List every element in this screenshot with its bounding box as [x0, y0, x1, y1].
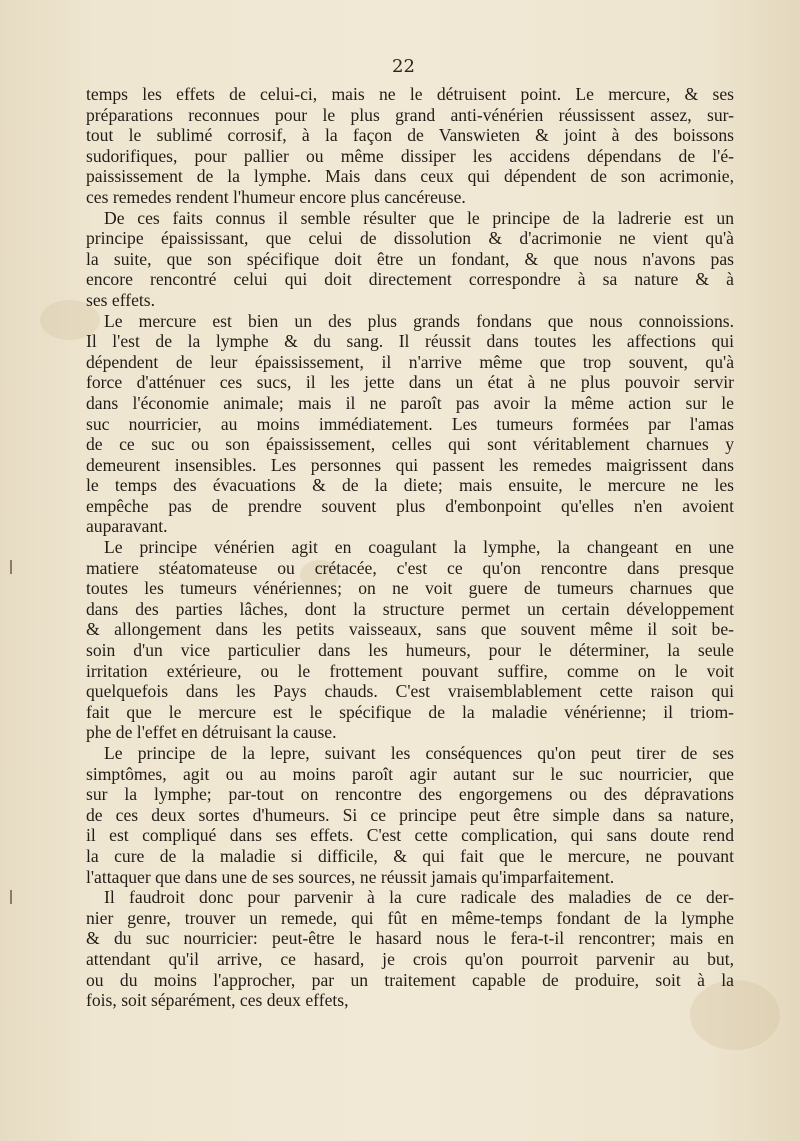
text-line: Le principe vénérien agit en coagulant la lymphe, la changeant en une [104, 537, 734, 558]
text-line: nier genre, trouver un remede, qui fût en même-temps fondant de la lymphe [86, 907, 734, 928]
text-line: De ces faits connus il semble résulter que le principe de la ladrerie est un [104, 207, 734, 228]
text-line: tout le sublimé corrosif, à la façon de Vanswieten & joint à des boissons [86, 125, 734, 146]
text-line: ses effets. [86, 289, 156, 310]
text-line: la suite, que son spécifique doit être un fondant, & que nous n'avons pas [86, 248, 734, 269]
text-line: de ce suc ou son épaississement, celles qui sont véritablement charnues y [86, 434, 734, 455]
text-line: dans l'économie animale; mais il ne paroît pas avoir la même action sur le [86, 392, 734, 413]
text-line: fait que le mercure est le spécifique de la maladie vénérienne; il triom- [86, 701, 734, 722]
text-line: paississement de la lymphe. Mais dans ceux qui dépendent de son acrimonie, [86, 166, 734, 187]
text-line: empêche pas de prendre souvent plus d'embonpoint qu'elles n'en avoient [86, 495, 734, 516]
text-line: de ces deux sortes d'humeurs. Si ce principe peut être simple dans sa nature, [86, 804, 734, 825]
text-line: & allongement dans les petits vaisseaux, sans que souvent même il soit be- [86, 619, 734, 640]
text-line: auparavant. [86, 516, 168, 537]
text-line: sudorifiques, pour pallier ou même dissiper les accidens dépendans de l'é- [86, 145, 734, 166]
body-text [86, 84, 734, 1011]
text-line: irritation extérieure, ou le frottement pouvant suffire, comme on le voit [86, 660, 734, 681]
text-line: principe épaississant, que celui de dissolution & d'acrimonie ne vient qu'à [86, 228, 734, 249]
text-line: & du suc nourricier: peut-être le hasard nous le fera-t-il rencontrer; mais en [86, 928, 734, 949]
text-line: toutes les tumeurs vénériennes; on ne voit guere de tumeurs charnues que [86, 578, 734, 599]
text-line: matiere stéatomateuse ou crétacée, c'est ce qu'on rencontre dans presque [86, 557, 734, 578]
text-line: ces remedes rendent l'humeur encore plus cancéreuse. [86, 186, 466, 207]
text-line: force d'atténuer ces sucs, il les jette dans un état à ne plus pouvoir servir [86, 372, 734, 393]
text-line: soin d'un vice particulier dans les humeurs, pour le déterminer, la seule [86, 640, 734, 661]
text-line: quelquefois dans les Pays chauds. C'est vraisemblablement cette raison qui [86, 681, 734, 702]
text-line: encore rencontré celui qui doit directement correspondre à sa nature & à [86, 269, 734, 290]
text-line: la cure de la maladie si difficile, & qui fait que le mercure, ne pouvant [86, 845, 734, 866]
text-line: attendant qu'il arrive, ce hasard, je crois qu'on pourroit parvenir au but, [86, 948, 734, 969]
text-line: demeurent insensibles. Les personnes qui passent les remedes maigrissent dans [86, 454, 734, 475]
page-number: 22 [392, 56, 415, 77]
text-line: il est compliqué dans ses effets. C'est cette complication, qui sans doute rend [86, 825, 734, 846]
text-line: Il faudroit donc pour parvenir à la cure radicale des maladies de ce der- [104, 887, 734, 908]
text-line: dans des parties lâches, dont la structure permet un certain développement [86, 598, 734, 619]
text-line: l'attaquer que dans une de ses sources, ne réussit jamais qu'imparfaitement. [86, 866, 615, 887]
text-line: Il l'est de la lymphe & du sang. Il réussit dans toutes les affections qui [86, 331, 734, 352]
margin-mark [10, 560, 12, 574]
text-line: dépendent de leur épaississement, il n'arrive même que trop souvent, qu'à [86, 351, 734, 372]
text-line: sur la lymphe; par-tout on rencontre des engorgemens ou des dépravations [86, 784, 734, 805]
margin-mark [10, 890, 12, 904]
text-line: suc nourricier, au moins immédiatement. Les tumeurs formées par l'amas [86, 413, 734, 434]
text-line: Le principe de la lepre, suivant les conséquences qu'on peut tirer de ses [104, 743, 734, 763]
text-line: ou du moins l'approcher, par un traitement capable de produire, soit à la [86, 969, 734, 990]
text-line: phe de l'effet en détruisant la cause. [86, 722, 337, 743]
text-line: Le mercure est bien un des plus grands fondans que nous connoissions. [104, 310, 734, 331]
text-line: simptômes, agit ou au moins paroît agir autant sur le suc nourricier, que [86, 763, 734, 784]
text-line: préparations reconnues pour le plus grand anti-vénérien réussissent assez, sur- [86, 104, 734, 125]
text-line: temps les effets de celui-ci, mais ne le détruisent point. Le mercure, & ses [86, 84, 734, 104]
text-line: fois, soit séparément, ces deux effets, [86, 990, 349, 1011]
text-line: le temps des évacuations & de la diete; mais ensuite, le mercure ne les [86, 475, 734, 496]
